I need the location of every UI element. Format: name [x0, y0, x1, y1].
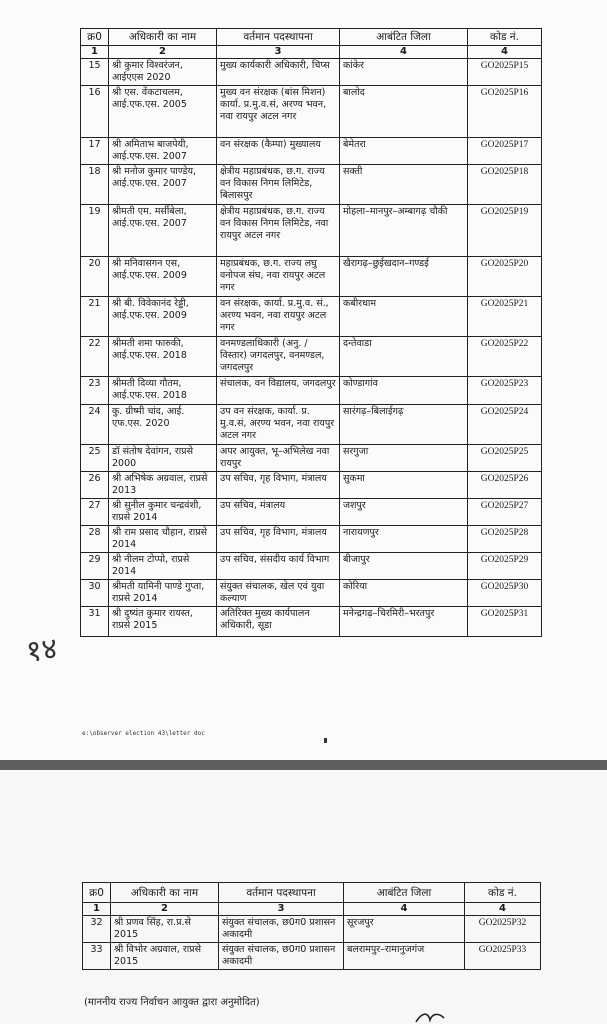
approval-note: (माननीय राज्य निर्वाचन आयुक्त द्वारा अनुमोदित): [84, 997, 260, 1008]
officer-name-cell: श्रीमती दिव्या गौतम, आई.एफ.एस. 2018: [109, 377, 217, 405]
row-serial-number: 22: [81, 337, 109, 377]
table-row: [81, 337, 542, 377]
allotted-district-cell: मनेन्द्रगढ़–चिरमिरी–भरतपुर: [340, 607, 468, 637]
allotted-district-cell: सूरजपुर: [344, 916, 465, 943]
code-number-cell: GO2025P19: [468, 205, 542, 257]
table-row: [81, 580, 542, 607]
current-posting-cell: महाप्रबंधक, छ.ग. राज्य लघु वनोपज संघ, नवा रायपुर अटल नगर: [217, 257, 340, 297]
table-row: [81, 205, 542, 257]
code-number-cell: GO2025P20: [468, 257, 542, 297]
signature-mark: [414, 1008, 454, 1024]
officer-name-cell: श्री बी. विवेकानंद रेड्डी, आई.एफ.एस. 2009: [109, 297, 217, 337]
current-posting-cell: उप सचिव, संसदीय कार्य विभाग: [217, 553, 340, 580]
header-sno: क्र0: [81, 29, 109, 46]
code-number-cell: GO2025P18: [468, 165, 542, 205]
officer-name-cell: श्री दुष्यंत कुमार रायस्त, राप्रसे 2015: [109, 607, 217, 637]
officer-name-cell: श्री अमिताभ बाजपेयी, आई.एफ.एस. 2007: [109, 138, 217, 165]
code-number-cell: GO2025P17: [468, 138, 542, 165]
row-serial-number: 29: [81, 553, 109, 580]
allotted-district-cell: कबीरधाम: [340, 297, 468, 337]
current-posting-cell: उप वन संरक्षक, कार्या. प्र. मु.व.सं, अरण्य भवन, नवा रायपुर अटल नगर: [217, 405, 340, 445]
header-allotted-district: आबंटित जिला: [344, 883, 465, 903]
table-row: [81, 499, 542, 526]
row-serial-number: 31: [81, 607, 109, 637]
current-posting-cell: मुख्य कार्यकारी अधिकारी, चिप्स: [217, 59, 340, 86]
handwritten-page-mark: १४: [23, 630, 60, 670]
header-sno: क्र0: [83, 883, 111, 903]
code-number-cell: GO2025P30: [468, 580, 542, 607]
current-posting-cell: उप सचिव, गृह विभाग, मंत्रालय: [217, 472, 340, 499]
code-number-cell: GO2025P16: [468, 86, 542, 138]
officer-name-cell: श्रीमती यामिनी पाण्डे गुप्ता, राप्रसे 2014: [109, 580, 217, 607]
current-posting-cell: संयुक्त संचालक, खेल एवं युवा कल्याण: [217, 580, 340, 607]
table-row: [81, 86, 542, 138]
column-number: 3: [219, 903, 344, 916]
table-row: [83, 943, 541, 970]
officer-name-cell: कु. ग्रीष्मी चांद, आई. एफ.एस. 2020: [109, 405, 217, 445]
officer-name-cell: श्री मनिवासगन एस, आई.एफ.एस. 2009: [109, 257, 217, 297]
current-posting-cell: क्षेत्रीय महाप्रबंधक, छ.ग. राज्य वन विकास निगम लिमिटेड, बिलासपुर: [217, 165, 340, 205]
table-row: [81, 607, 542, 637]
allotted-district-cell: सुकमा: [340, 472, 468, 499]
row-serial-number: 28: [81, 526, 109, 553]
current-posting-cell: उप सचिव, मंत्रालय: [217, 499, 340, 526]
officer-name-cell: श्री कुमार विश्वरंजन, आईएएस 2020: [109, 59, 217, 86]
code-number-cell: GO2025P29: [468, 553, 542, 580]
code-number-cell: GO2025P22: [468, 337, 542, 377]
officer-name-cell: श्री मनोज कुमार पाण्डेय, आई.एफ.एस. 2007: [109, 165, 217, 205]
officer-name-cell: श्री विभोर अग्रवाल, राप्रसे 2015: [111, 943, 219, 970]
table-row: [81, 138, 542, 165]
row-serial-number: 19: [81, 205, 109, 257]
current-posting-cell: उप सचिव, गृह विभाग, मंत्रालय: [217, 526, 340, 553]
code-number-cell: GO2025P26: [468, 472, 542, 499]
officer-allocation-table-2: [82, 882, 541, 970]
document-page-2: [0, 770, 607, 1024]
table-row: [81, 553, 542, 580]
table-row: [81, 445, 542, 472]
allotted-district-cell: कोण्डागांव: [340, 377, 468, 405]
allotted-district-cell: बालोद: [340, 86, 468, 138]
current-posting-cell: वन संरक्षक (कैम्पा) मुख्यालय: [217, 138, 340, 165]
header-code-number: कोड नं.: [465, 883, 541, 903]
column-number: 2: [111, 903, 219, 916]
allotted-district-cell: सक्ती: [340, 165, 468, 205]
officer-name-cell: श्री नीलम टोप्पो, राप्रसे 2014: [109, 553, 217, 580]
column-number: 4: [340, 46, 468, 59]
row-serial-number: 32: [83, 916, 111, 943]
code-number-cell: GO2025P15: [468, 59, 542, 86]
officer-name-cell: श्री प्रणव सिंह, रा.प्र.से 2015: [111, 916, 219, 943]
code-number-cell: GO2025P33: [465, 943, 541, 970]
allotted-district-cell: कांकेर: [340, 59, 468, 86]
code-number-cell: GO2025P32: [465, 916, 541, 943]
officer-allocation-table-1: [80, 28, 542, 637]
column-number: 4: [468, 46, 542, 59]
header-allotted-district: आबंटित जिला: [340, 29, 468, 46]
table-row: [81, 165, 542, 205]
table-row: [81, 405, 542, 445]
allotted-district-cell: मोहला–मानपुर–अम्बागढ़ चौकी: [340, 205, 468, 257]
current-posting-cell: क्षेत्रीय महाप्रबंधक, छ.ग. राज्य वन विकास निगम लिमिटेड, नवा रायपुर अटल नगर: [217, 205, 340, 257]
code-number-cell: GO2025P31: [468, 607, 542, 637]
current-posting-cell: वनमण्डलाधिकारी (अनु. / विस्तार) जगदलपुर, वनमण्डल, जगदलपुर: [217, 337, 340, 377]
allotted-district-cell: बलरामपुर–रामानुजगंज: [344, 943, 465, 970]
row-serial-number: 16: [81, 86, 109, 138]
row-serial-number: 20: [81, 257, 109, 297]
allotted-district-cell: बीजापुर: [340, 553, 468, 580]
allotted-district-cell: खैरागढ़–छुईखदान–गण्डई: [340, 257, 468, 297]
allotted-district-cell: सारंगढ़–बिलाईगढ़: [340, 405, 468, 445]
officer-name-cell: श्रीमती शमा फारुकी, आई.एफ.एस. 2018: [109, 337, 217, 377]
officer-name-cell: श्री राम प्रसाद चौहान, राप्रसे 2014: [109, 526, 217, 553]
officer-name-cell: श्री अभिषेक अग्रवाल, राप्रसे 2013: [109, 472, 217, 499]
row-serial-number: 21: [81, 297, 109, 337]
table-row: [81, 526, 542, 553]
current-posting-cell: संचालक, वन विद्यालय, जगदलपुर: [217, 377, 340, 405]
code-number-cell: GO2025P24: [468, 405, 542, 445]
code-number-cell: GO2025P25: [468, 445, 542, 472]
table-row: [81, 257, 542, 297]
file-path-footer: e:\observer election 43\letter doc: [82, 730, 205, 737]
current-posting-cell: मुख्य वन संरक्षक (बांस मिशन) कार्या. प्र.मु.व.सं, अरण्य भवन, नवा रायपुर अटल नगर: [217, 86, 340, 138]
table-row: [83, 916, 541, 943]
current-posting-cell: वन संरक्षक, कार्या. प्र.मु.व. सं., अरण्य भवन, नवा रायपुर अटल नगर: [217, 297, 340, 337]
row-serial-number: 25: [81, 445, 109, 472]
column-number: 4: [465, 903, 541, 916]
row-serial-number: 15: [81, 59, 109, 86]
column-number: 3: [217, 46, 340, 59]
row-serial-number: 27: [81, 499, 109, 526]
header-code-number: कोड नं.: [468, 29, 542, 46]
allotted-district-cell: बेमेतरा: [340, 138, 468, 165]
allotted-district-cell: दन्तेवाडा: [340, 337, 468, 377]
allotted-district-cell: जशपुर: [340, 499, 468, 526]
current-posting-cell: अपर आयुक्त, भू–अभिलेख नवा रायपुर: [217, 445, 340, 472]
officer-name-cell: श्री एस. वेंकटाचलम, आई.एफ.एस. 2005: [109, 86, 217, 138]
header-current-posting: वर्तमान पदस्थापना: [217, 29, 340, 46]
allotted-district-cell: नारायणपुर: [340, 526, 468, 553]
table-row: [81, 377, 542, 405]
current-posting-cell: संयुक्त संचालक, छ0ग0 प्रशासन अकादमी: [219, 943, 344, 970]
row-serial-number: 26: [81, 472, 109, 499]
column-number: 4: [344, 903, 465, 916]
code-number-cell: GO2025P23: [468, 377, 542, 405]
current-posting-cell: अतिरिक्त मुख्य कार्यपालन अधिकारी, सूडा: [217, 607, 340, 637]
officer-name-cell: श्री सुनील कुमार चन्द्रवंशी, राप्रसे 2014: [109, 499, 217, 526]
row-serial-number: 23: [81, 377, 109, 405]
row-serial-number: 33: [83, 943, 111, 970]
allotted-district-cell: कोरिया: [340, 580, 468, 607]
header-officer-name: अधिकारी का नाम: [111, 883, 219, 903]
row-serial-number: 17: [81, 138, 109, 165]
header-officer-name: अधिकारी का नाम: [109, 29, 217, 46]
current-posting-cell: संयुक्त संचालक, छ0ग0 प्रशासन अकादमी: [219, 916, 344, 943]
officer-name-cell: श्रीमती एम. मर्सीबेला, आई.एफ.एस. 2007: [109, 205, 217, 257]
column-number: 2: [109, 46, 217, 59]
table-row: [81, 297, 542, 337]
row-serial-number: 18: [81, 165, 109, 205]
code-number-cell: GO2025P28: [468, 526, 542, 553]
ink-dot: [324, 738, 327, 743]
code-number-cell: GO2025P27: [468, 499, 542, 526]
row-serial-number: 30: [81, 580, 109, 607]
code-number-cell: GO2025P21: [468, 297, 542, 337]
row-serial-number: 24: [81, 405, 109, 445]
column-number: 1: [83, 903, 111, 916]
column-number: 1: [81, 46, 109, 59]
header-current-posting: वर्तमान पदस्थापना: [219, 883, 344, 903]
table-row: [81, 59, 542, 86]
allotted-district-cell: सरगुजा: [340, 445, 468, 472]
officer-name-cell: डॉ संतोष देवांगन, राप्रसे 2000: [109, 445, 217, 472]
table-row: [81, 472, 542, 499]
